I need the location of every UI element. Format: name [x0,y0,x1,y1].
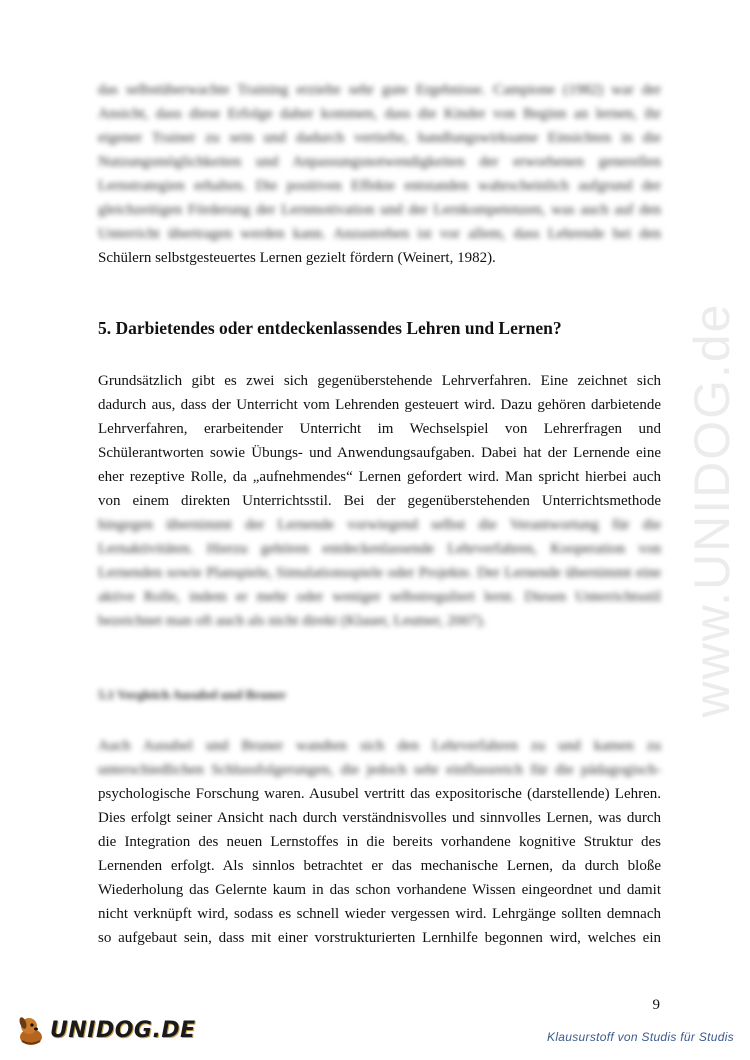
text-line: Dies erfolgt seiner Ansicht nach durch verständnisvolles und sinnvolles Lernen, was durch [98,810,661,826]
text-line: gleichzeitigen Förderung der Lernmotivation und der Lernkompetenzen, was auch auf den [98,202,661,218]
text-line: Nutzungsmöglichkeiten und Anpassungsnotwendigkeiten der erworbenen generellen [98,154,661,170]
dog-mascot-icon [14,1013,48,1047]
paragraph-2 [98,369,661,633]
text-line: hingegen übernimmt der Lernende vorwiegend selbst die Verantwortung für die [98,517,661,533]
text-line: Lernstrategien erhalten. Die positiven Effekte entstanden wahrscheinlich aufgrund der [98,178,661,194]
text-line: nicht verknüpft wird, sodass es schnell wieder vergessen wird. Lehrgänge sollten demnach [98,906,661,922]
text-line: Lehrverfahren, erarbeitender Unterricht im Wechselspiel von Lehrerfragen und [98,421,661,437]
text-line: Lernaktivitäten. Hierzu gehören entdeckenlassende Lehrverfahren, Kooperation von [98,541,661,557]
text-line: eigener Trainer zu sein und dadurch vertiefte, handlungswirksame Einsichten in die [98,130,661,146]
subsection-heading: 5.1 Vergleich Ausubel und Bruner [98,687,287,702]
text-line: das selbstüberwachte Training erzielte sehr gute Ergebnisse. Campione (1982) war der [98,82,661,98]
text-line: unterschiedlichen Schlussfolgerungen, die jedoch sehr einflussreich für die pädagogisch- [98,762,661,778]
text-line: Schülerantworten sowie Übungs- und Anwendungsaufgaben. Dabei hat der Lernende eine [98,445,661,461]
page-number: 9 [652,997,660,1013]
watermark: www.UNIDOG.de [684,302,740,718]
text-line: Wiederholung das Gelernte kaum in das schon vorhandene Wissen eingeordnet und damit [98,882,661,898]
section-heading: 5. Darbietendes oder entdeckenlassendes Lehren und Lernen? [98,318,562,338]
text-line: Lernenden sowie Planspiele, Simulationsspiele oder Projekte. Der Lernende übernimmt eine [98,565,661,581]
text-line: so aufgebaut sein, dass mit einer vorstrukturierten Lernhilfe begonnen wird, welches ein [98,930,661,946]
text-line: Ansicht, dass diese Erfolge daher kommen, dass die Kinder von Beginn an lernen, ihr [98,106,661,122]
paragraph-3 [98,734,661,950]
footer-slogan: Klausurstoff von Studis für Studis [547,1030,734,1044]
text-line: Schülern selbstgesteuertes Lernen gezielt fördern (Weinert, 1982). [98,250,496,266]
text-line: Unterricht übertragen werden kann. Anzustreben ist vor allem, dass Lehrende bei den [98,226,661,242]
text-line: die Integration des neuen Lernstoffes in die bereits vorhandene kognitive Struktur des [98,834,661,850]
text-line: Grundsätzlich gibt es zwei sich gegenüberstehende Lehrverfahren. Eine zeichnet sich [98,373,661,389]
text-line: von einem direkten Unterrichtsstil. Bei der gegenüberstehenden Unterrichtsmethode [98,493,661,509]
text-line: Lernenden erfolgt. Als sinnlos betrachtet er das mechanische Lernen, da durch bloße [98,858,661,874]
unidog-logo [14,1010,196,1050]
text-line: dadurch aus, dass der Unterricht vom Lehrenden gesteuert wird. Dazu gehören darbietende [98,397,661,413]
text-line: bezeichnet man oft auch als nicht direkt (Klauer, Leutner, 2007). [98,613,486,629]
text-line: aktive Rolle, indem er mehr oder weniger selbstreguliert lernt. Diesen Unterrichtsstil [98,589,661,605]
logo-text: UNIDOG.DE [50,1017,196,1043]
text-line: Auch Ausubel und Bruner wandten sich den Lehrverfahren zu und kamen zu [98,738,661,754]
text-line: eher rezeptive Rolle, da „aufnehmendes“ Lernen gefordert wird. Man spricht hierbei auch [98,469,661,485]
text-line: psychologische Forschung waren. Ausubel vertritt das expositorische (darstellende) Lehren. [98,786,661,802]
paragraph-1 [98,78,661,270]
